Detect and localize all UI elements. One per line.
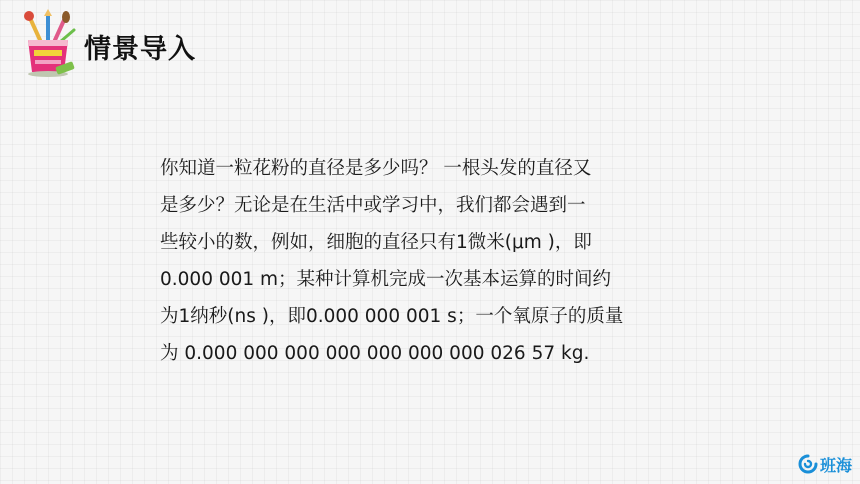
paragraph-line: 为1纳秒(ns )，即0.000 000 001 s；一个氧原子的质量 <box>160 306 624 327</box>
paragraph-line: 为 0.000 000 000 000 000 000 000 026 57 kg. <box>160 343 590 364</box>
paragraph-line: 0.000 001 m；某种计算机完成一次基本运算的时间约 <box>160 269 612 290</box>
paragraph-line: 些较小的数，例如，细胞的直径只有1微米(μm )，即 <box>160 232 592 253</box>
paragraph-line: 你知道一粒花粉的直径是多少吗？ 一根头发的直径又 <box>160 158 592 179</box>
brand-name: 班海 <box>819 455 852 475</box>
page-title: 情景导入 <box>84 34 196 65</box>
paragraph-line: 是多少？无论是在生活中或学习中，我们都会遇到一 <box>160 195 586 216</box>
brand-logo <box>797 452 852 476</box>
brand-swirl-icon <box>797 453 819 475</box>
pencil-cup-icon <box>18 8 78 80</box>
intro-paragraph <box>160 150 700 372</box>
slide-header <box>0 0 860 90</box>
